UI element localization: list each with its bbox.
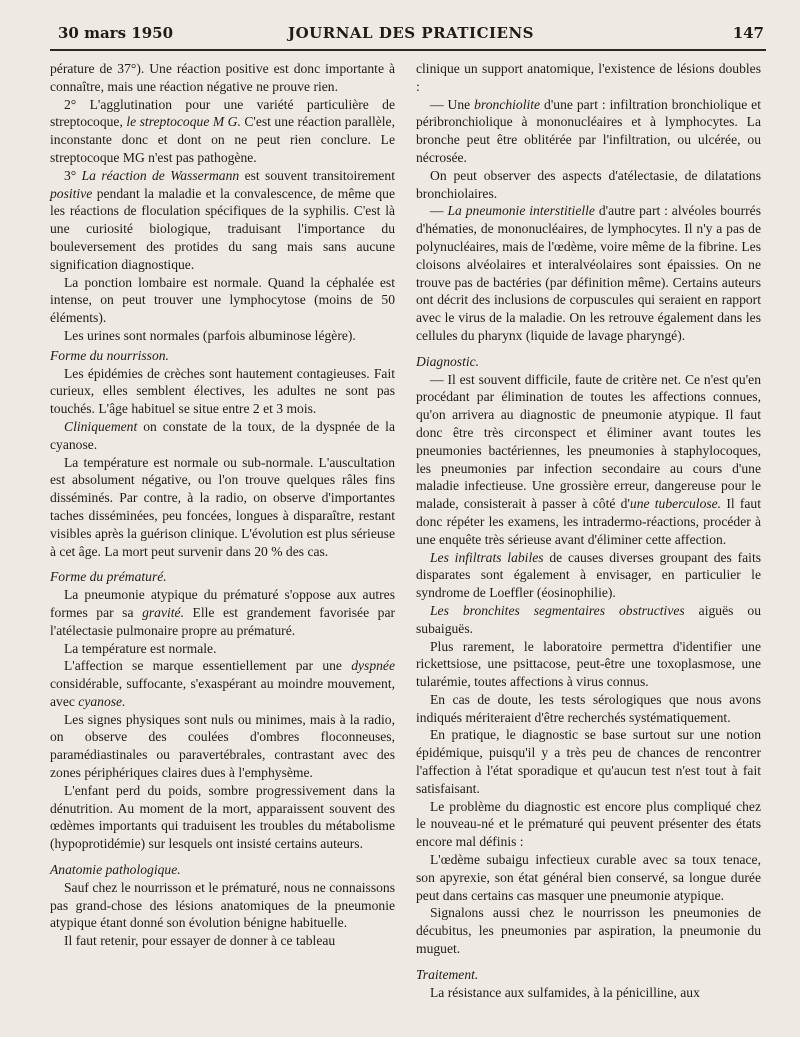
paragraph: La ponction lombaire est normale. Quand la céphalée est intense, on peut trouver une lymphocytose (moins de 50 éléments). bbox=[50, 274, 395, 326]
paragraph: L'enfant perd du poids, sombre progressivement dans la dénutrition. Au moment de la mort, apparaissent souvent des œdèmes importants qui traduisent les troubles du métabolisme (hypoprotidémie) sur lesquels ont insisté certains auteurs. bbox=[50, 782, 395, 852]
text-run: Elle est grandement favorisée par l'atélectasie pulmonaire propre au prématuré. bbox=[50, 604, 396, 638]
italic-run: La réaction de Wassermann bbox=[81, 167, 240, 183]
paragraph: Les épidémies de crèches sont hautement contagieuses. Fait curieux, elles semblent électives, les adultes ne sont pas touchés. L'âge habituel se situe entre 2 et 3 mois. bbox=[50, 365, 395, 417]
text-run: pendant la maladie et la convalescence, de même que les réactions de floculation spécifiques de la syphilis. C'est là une curiosité biologique, traduisant l'importance du bouleversement des protides du sang mais sans aucune signification diagnostique. bbox=[50, 185, 395, 272]
italic-run: bronchiolite bbox=[474, 96, 541, 112]
section-heading: Diagnostic. bbox=[416, 353, 480, 369]
paragraph: En cas de doute, les tests sérologiques que nous avons indiqués mériteraient d'être recherchés systématiquement. bbox=[416, 691, 761, 725]
text-run: L'affection se marque essentiellement par une bbox=[64, 658, 352, 674]
text-run: d'une part : infiltration bronchiolique et péribronchiolique à mononucléaires et à lymphocytes. La bronche peut être oblitérée par l'infiltration, ou ulcérée, ou nécrosée. bbox=[416, 96, 761, 165]
italic-run: gravité. bbox=[142, 604, 184, 620]
paragraph: Le problème du diagnostic est encore plus compliqué chez le nouveau-né et le prématuré qui peuvent présenter des états encore mal définis : bbox=[416, 798, 761, 850]
paragraph bbox=[50, 586, 395, 639]
paragraph: Il faut retenir, pour essayer de donner à ce tableau bbox=[64, 933, 336, 949]
paragraph: La température est normale. bbox=[64, 640, 217, 656]
text-run: 3° bbox=[64, 167, 82, 183]
left-column bbox=[50, 60, 395, 950]
paragraph: Plus rarement, le laboratoire permettra d'identifier une rickettsiose, une psittacose, peut-être une toxoplasmose, une tularémie, toutes affections à virus connus. bbox=[416, 638, 761, 690]
text-run: 2° L'agglutination pour une variété particulière de streptocoque, bbox=[50, 96, 395, 130]
paragraph: La température est normale ou sub-normale. L'auscultation est absolument négative, ou l'on trouve quelques râles fins disséminés. Par contre, à la radio, on observe d'importantes taches disséminées, peu foncées, longues à disparaître, restant visibles après la guérison clinique. L'évolution est plus sérieuse à cet âge. La mort peut survenir dans 20 % des cas. bbox=[50, 454, 395, 559]
text-run: — Une bbox=[430, 96, 475, 112]
paragraph bbox=[50, 96, 395, 167]
paragraph: Sauf chez le nourrisson et le prématuré, nous ne connaissons pas grand-chose des lésions anatomiques de la pneumonie atypique étant donné son évolution bénigne habituelle. bbox=[50, 879, 395, 931]
section-heading: Anatomie pathologique. bbox=[50, 862, 181, 878]
paragraph bbox=[50, 418, 395, 454]
journal-title: JOURNAL DES PRATICIENS bbox=[288, 24, 534, 42]
italic-run: La pneumonie interstitielle bbox=[447, 203, 595, 219]
section-heading: Forme du nourrisson. bbox=[50, 347, 169, 363]
italic-run: Les infiltrats labiles bbox=[430, 549, 544, 565]
italic-run: Cliniquement bbox=[64, 418, 138, 434]
paragraph bbox=[416, 202, 761, 344]
italic-run: une tuberculose. bbox=[629, 496, 722, 512]
italic-run: Les bronchites segmentaires obstructives bbox=[430, 602, 685, 618]
italic-run: positive bbox=[50, 185, 93, 201]
text-run: est souvent transitoirement bbox=[239, 167, 395, 183]
paragraph bbox=[416, 371, 761, 549]
paragraph: Les urines sont normales (parfois albuminose légère). bbox=[64, 327, 356, 343]
italic-run: cyanose. bbox=[78, 693, 126, 709]
paragraph bbox=[50, 167, 395, 274]
text-run: de causes diverses groupant des faits disparates sont également à envisager, en particulier le syndrome de Loeffler (éosinophilie). bbox=[416, 549, 762, 601]
paragraph: La résistance aux sulfamides, à la pénicilline, aux bbox=[430, 984, 700, 1000]
italic-run: le streptocoque M G. bbox=[126, 114, 241, 130]
header-date: 30 mars 1950 bbox=[58, 24, 174, 42]
paragraph bbox=[416, 549, 761, 602]
paragraph: En pratique, le diagnostic se base surtout sur une notion épidémique, puisqu'il y a très peu de chances de rencontrer l'affection à l'état sporadique et qu'aucun test n'est tout à fait satisfaisant. bbox=[416, 727, 761, 796]
text-run: d'autre part : alvéoles bourrés d'hématies, de mononucléaires, de lymphocytes. Il n'y a pas de polynucléaires, mais de l'œdème, voire même de la fibrine. Les cloisons alvéolaires et interalvéolaires sont épaissies. On ne trouve pas de bactéries (par définition même). Certains auteurs ont décrit des inclusions de corpuscules qui seraient en rapport avec le virus de la maladie. On les retrouve également dans les cellules du pharynx (liquide de lavage pharyngé). bbox=[416, 203, 761, 343]
text-run: — bbox=[430, 203, 448, 219]
text-run: La pneumonie atypique du prématuré s'oppose aux autres formes par sa bbox=[50, 587, 395, 620]
text-run: C'est une réaction parallèle, inconstante donc et dont on ne peut rien conclure. Le streptocoque MG n'est pas pathogène. bbox=[50, 114, 395, 165]
section-heading: Traitement. bbox=[416, 966, 479, 982]
text-run: — Il est souvent difficile, faute de critère net. Ce n'est qu'en procédant par élimination de toutes les affections connues, qu'on arrivera au diagnostic de pneumonie atypique. Il faut donc être très circonspect et éliminer avant toutes les pneumonies bactériennes, les pneumonies à staphylocoques, les pneumonies par infection secondaire au cours d'une maladie infectieuse. Une grossière erreur, dangereuse pour le malade, consisterait à passer à côté d' bbox=[416, 371, 761, 512]
paragraph: Les signes physiques sont nuls ou minimes, mais à la radio, on observe des coulées d'ombres floconneuses, paramédiastinales ou paravertébrales, contrastant avec des zones périphériques claires dues à l'emphysème. bbox=[50, 711, 395, 781]
text-run: considérable, suffocante, s'exaspérant au moindre mouvement, avec bbox=[50, 676, 395, 709]
paragraph: On peut observer des aspects d'atélectasie, de dilatations bronchiolaires. bbox=[416, 167, 761, 201]
right-column bbox=[416, 60, 761, 1001]
header-rule bbox=[50, 49, 766, 51]
text-run: on constate de la toux, de la dyspnée de la cyanose. bbox=[50, 418, 395, 452]
paragraph: Signalons aussi chez le nourrisson les pneumonies de décubitus, les pneumonies par aspiration, la pneumonie du muguet. bbox=[416, 905, 761, 957]
text-run: Il faut donc répéter les examens, les intradermo-réactions, procéder à une enquête très sérieuse avant d'éliminer cette affection. bbox=[416, 496, 762, 547]
text-run: aiguës ou subaiguës. bbox=[416, 602, 761, 636]
page-number: 147 bbox=[732, 24, 764, 42]
paragraph bbox=[416, 602, 761, 638]
running-header bbox=[58, 22, 764, 46]
italic-run: dyspnée bbox=[351, 658, 395, 674]
section-heading: Forme du prématuré. bbox=[50, 569, 167, 585]
paragraph bbox=[416, 96, 761, 167]
paragraph: pérature de 37°). Une réaction positive est donc importante à connaître, mais une réaction négative ne prouve rien. bbox=[50, 61, 395, 94]
paragraph bbox=[50, 657, 395, 710]
paragraph: L'œdème subaigu infectieux curable avec sa toux tenace, son apyrexie, son état général bien conservé, sa longue durée peut dans certains cas masquer une pneumonie atypique. bbox=[416, 852, 761, 903]
paragraph: clinique un support anatomique, l'existence de lésions doubles : bbox=[416, 61, 761, 94]
